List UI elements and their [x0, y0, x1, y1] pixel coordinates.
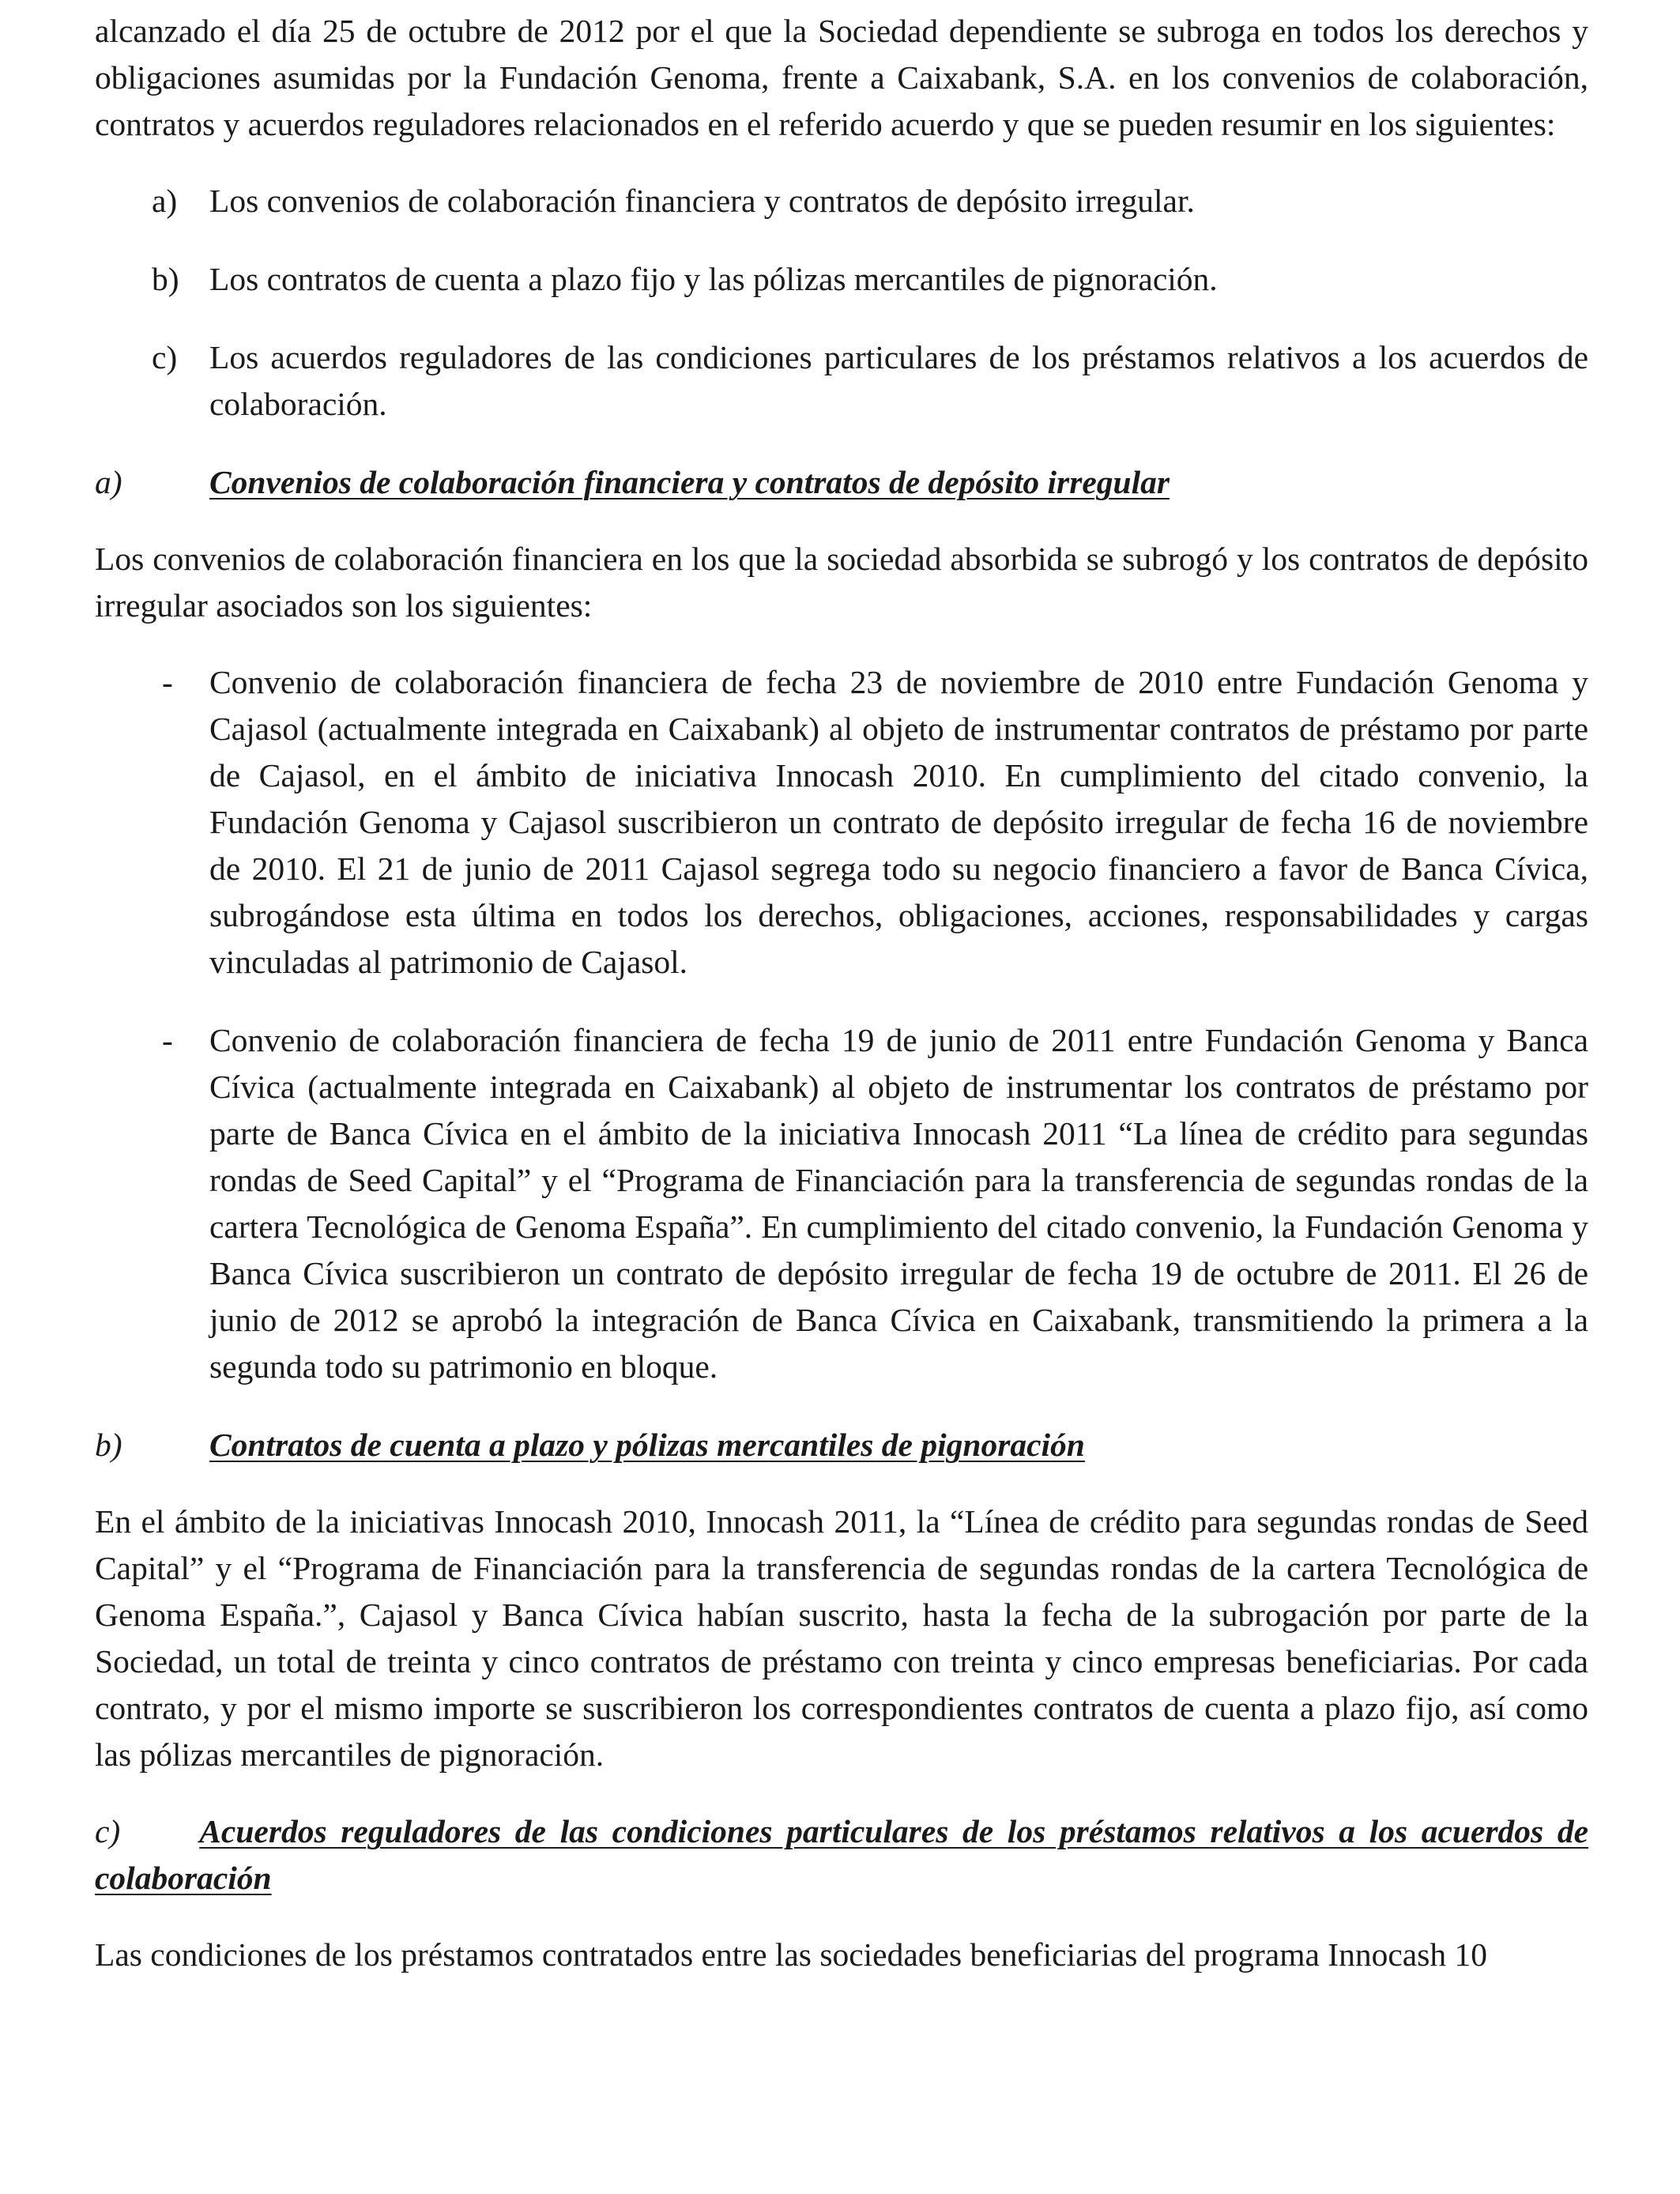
section-a-list	[95, 659, 1588, 1390]
section-a-title: Convenios de colaboración financiera y contratos de depósito irregular	[209, 464, 1170, 500]
summary-item-marker: c)	[152, 339, 178, 375]
summary-item-marker: a)	[152, 183, 178, 219]
dash-marker: -	[162, 1022, 173, 1058]
section-a-item-text: Convenio de colaboración financiera de fecha 19 de junio de 2011 entre Fundación Genoma y Banca Cívica (actualmente integrada en Caixabank) al objeto de instrumentar los contratos de préstamo por parte de Banca Cívica en el ámbito de la iniciativa Innocash 2011 “La línea de crédito para segundas rondas de Seed Capital” y el “Programa de Financiación para la transferencia de segundas rondas de la cartera Tecnológica de Genoma España”. En cumplimiento del citado convenio, la Fundación Genoma y Banca Cívica suscribieron un contrato de depósito irregular de fecha 19 de octubre de 2011. El 26 de junio de 2012 se aprobó la integración de Banca Cívica en Caixabank, transmitiendo la primera a la segunda todo su patrimonio en bloque.	[209, 1022, 1588, 1385]
summary-item-text: Los acuerdos reguladores de las condiciones particulares de los préstamos relativos a los acuerdos de colaboración.	[209, 339, 1588, 422]
section-b-heading	[95, 1422, 1588, 1468]
section-a-item-text: Convenio de colaboración financiera de fecha 23 de noviembre de 2010 entre Fundación Genoma y Cajasol (actualmente integrada en Caixabank) al objeto de instrumentar contratos de préstamo por parte de Cajasol, en el ámbito de iniciativa Innocash 2010. En cumplimiento del citado convenio, la Fundación Genoma y Cajasol suscribieron un contrato de depósito irregular de fecha 16 de noviembre de 2010. El 21 de junio de 2011 Cajasol segrega todo su negocio financiero a favor de Banca Cívica, subrogándose esta última en todos los derechos, obligaciones, acciones, responsabilidades y cargas vinculadas al patrimonio de Cajasol.	[209, 664, 1588, 980]
summary-item-a	[95, 178, 1588, 224]
section-c-title: Acuerdos reguladores de las condiciones particulares de los préstamos relativos a los acuerdos de colaboración	[95, 1813, 1588, 1896]
section-c-heading	[95, 1808, 1588, 1902]
section-b-paragraph: En el ámbito de la iniciativas Innocash 2010, Innocash 2011, la “Línea de crédito para segundas rondas de Seed Capital” y el “Programa de Financiación para la transferencia de segundas rondas de la cartera Tecnológica de Genoma España.”, Cajasol y Banca Cívica habían suscrito, hasta la fecha de la subrogación por parte de la Sociedad, un total de treinta y cinco contratos de préstamo con treinta y cinco empresas beneficiarias. Por cada contrato, y por el mismo importe se suscribieron los correspondientes contratos de cuenta a plazo fijo, así como las pólizas mercantiles de pignoración.	[95, 1503, 1588, 1773]
section-a-item-1	[95, 659, 1588, 986]
intro-paragraph: alcanzado el día 25 de octubre de 2012 por el que la Sociedad dependiente se subroga en todos los derechos y obligaciones asumidas por la Fundación Genoma, frente a Caixabank, S.A. en los convenios de colaboración, contratos y acuerdos reguladores relacionados en el referido acuerdo y que se pueden resumir en los siguientes:	[95, 13, 1588, 142]
summary-list	[95, 178, 1588, 428]
summary-item-b	[95, 256, 1588, 303]
document-page	[95, 0, 1588, 1978]
section-b-title: Contratos de cuenta a plazo y pólizas mercantiles de pignoración	[209, 1427, 1085, 1463]
section-b-letter: b)	[95, 1427, 122, 1463]
section-c-letter: c)	[95, 1813, 121, 1849]
dash-marker: -	[162, 664, 173, 700]
section-a-paragraph: Los convenios de colaboración financiera en los que la sociedad absorbida se subrogó y los contratos de depósito irregular asociados son los siguientes:	[95, 541, 1588, 624]
section-c-paragraph: Las condiciones de los préstamos contratados entre las sociedades beneficiarias del programa Innocash 10	[95, 1936, 1487, 1973]
summary-item-c	[95, 334, 1588, 428]
summary-item-text: Los convenios de colaboración financiera y contratos de depósito irregular.	[209, 183, 1195, 219]
summary-item-text: Los contratos de cuenta a plazo fijo y las pólizas mercantiles de pignoración.	[209, 261, 1218, 297]
section-a-letter: a)	[95, 464, 122, 500]
summary-item-marker: b)	[152, 261, 179, 297]
section-a-item-2	[95, 1017, 1588, 1390]
section-a-heading	[95, 459, 1588, 506]
